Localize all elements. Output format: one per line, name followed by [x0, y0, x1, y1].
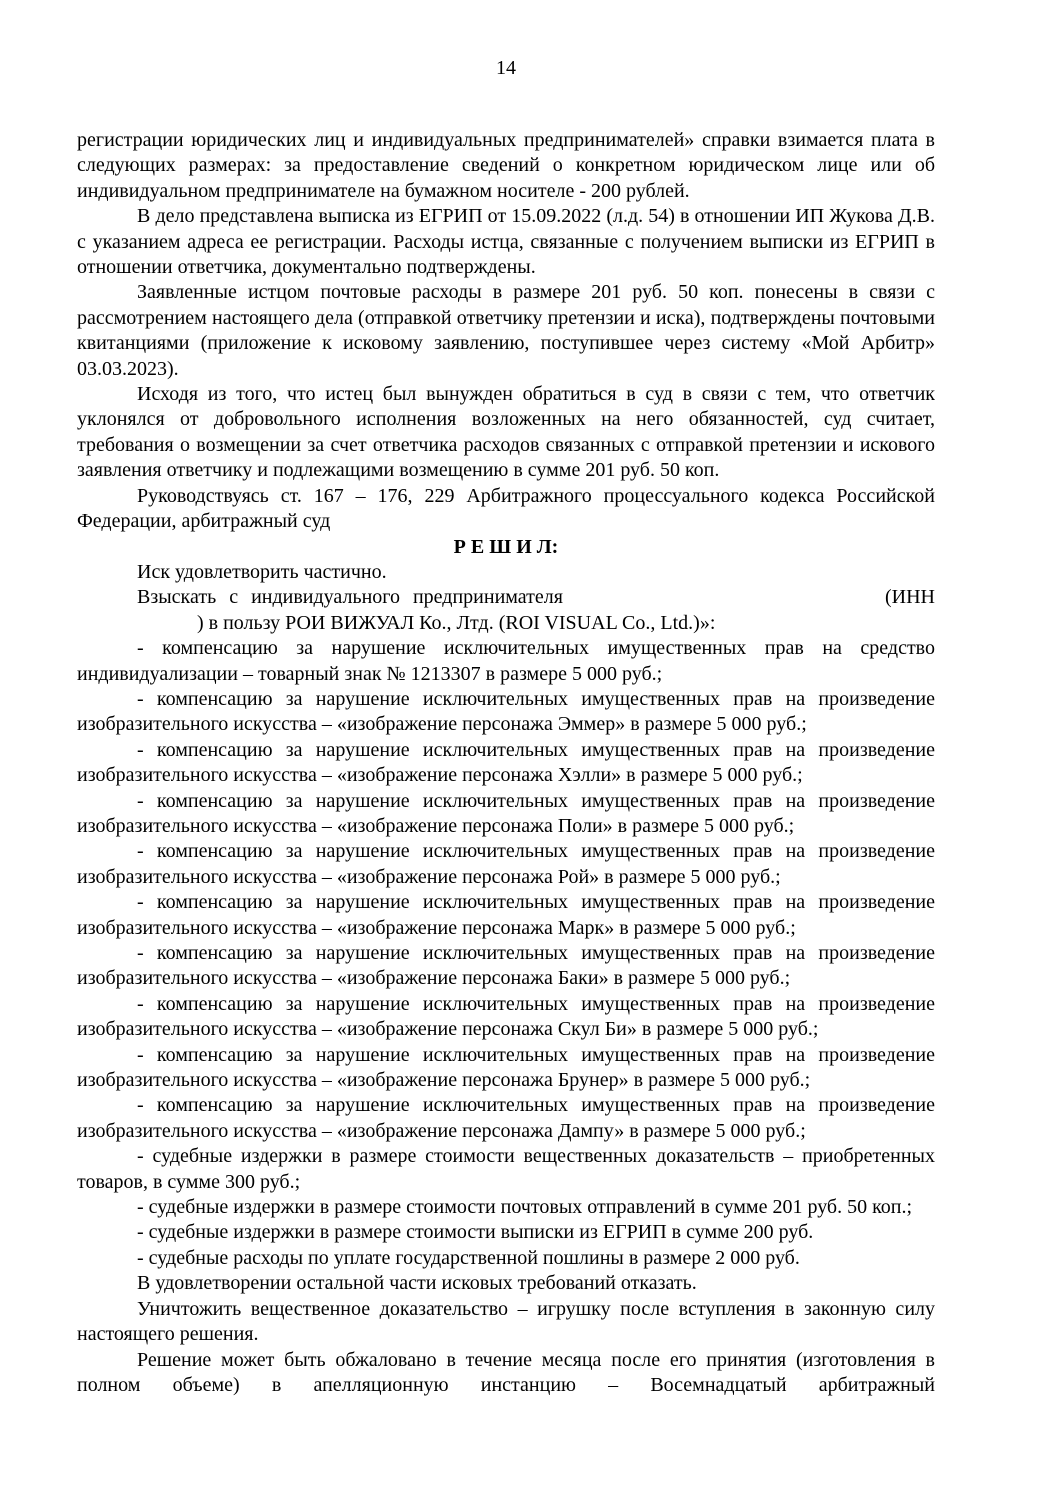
ruling-intro-line2: ) в пользу РОИ ВИЖУАЛ Ко., Лтд. (ROI VISUAL Co., Ltd.)»: — [197, 611, 716, 634]
ruling-intro-line1-right: (ИНН — [885, 586, 935, 609]
paragraph: - компенсацию за нарушение исключительных имущественных прав на произведение изобразительного искусства – «изображение персонажа Баки» в размере 5 000 руб.; — [77, 942, 935, 990]
paragraph: - судебные издержки в размере стоимости почтовых отправлений в сумме 201 руб. 50 коп.; — [137, 1196, 913, 1219]
resolution-heading: Р Е Ш И Л: — [453, 535, 559, 558]
paragraph: Руководствуясь ст. 167 – 176, 229 Арбитражного процессуального кодекса Российской Федерации, арбитражный суд — [77, 484, 935, 533]
paragraph: - компенсацию за нарушение исключительных имущественных прав на произведение изобразительного искусства – «изображение персонажа Рой» в размере 5 000 руб.; — [77, 840, 935, 888]
ruling-intro-line1-left: Взыскать с индивидуального предпринимателя — [137, 586, 563, 609]
paragraph: Исходя из того, что истец был вынужден обратиться в суд в связи с тем, что ответчик уклонялся от добровольного исполнения возложенных на него обязанностей, суд считает, требования о возмещении за счет ответчика расходов связанных с отправкой претензии и искового заявления ответчику и подлежащими возмещению в сумме 201 руб. 50 коп. — [77, 383, 935, 482]
document-body — [77, 128, 935, 1398]
paragraph: - компенсацию за нарушение исключительных имущественных прав на произведение изобразительного искусства – «изображение персонажа Дампу» в размере 5 000 руб.; — [77, 1094, 935, 1142]
page-number: 14 — [496, 57, 516, 79]
paragraph: регистрации юридических лиц и индивидуальных предпринимателей» справки взимается плата в следующих размерах: за предоставление сведений о конкретном юридическом лице или об индивидуальном предпринимателе на бумажном носителе - 200 рублей. — [77, 129, 935, 202]
paragraph: Решение может быть обжаловано в течение месяца после его принятия (изготовления в полном объеме) в апелляционную инстанцию – Восемнадцатый арбитражный — [77, 1348, 935, 1396]
paragraph: - судебные издержки в размере стоимости вещественных доказательств – приобретенных товаров, в сумме 300 руб.; — [77, 1145, 935, 1193]
paragraph: - компенсацию за нарушение исключительных имущественных прав на произведение изобразительного искусства – «изображение персонажа Марк» в размере 5 000 руб.; — [77, 891, 935, 939]
paragraph: - компенсацию за нарушение исключительных имущественных прав на произведение изобразительного искусства – «изображение персонажа Хэлли» в размере 5 000 руб.; — [77, 738, 935, 787]
ruling-intro-line1 — [77, 585, 935, 610]
paragraph: - компенсацию за нарушение исключительных имущественных прав на произведение изобразительного искусства – «изображение персонажа Эммер» в размере 5 000 руб.; — [77, 687, 935, 736]
paragraph: В дело представлена выписка из ЕГРИП от 15.09.2022 (л.д. 54) в отношении ИП Жукова Д.В. с указанием адреса ее регистрации. Расходы истца, связанные с получением выписки из ЕГРИП в отношении ответчика, документально подтверждены. — [77, 205, 935, 279]
paragraph: - судебные издержки в размере стоимости выписки из ЕГРИП в сумме 200 руб. — [137, 1221, 814, 1244]
paragraph: - компенсацию за нарушение исключительных имущественных прав на средство индивидуализации – товарный знак № 1213307 в размере 5 000 руб.; — [77, 637, 935, 685]
paragraph: - судебные расходы по уплате государственной пошлины в размере 2 000 руб. — [137, 1246, 800, 1269]
paragraph: - компенсацию за нарушение исключительных имущественных прав на произведение изобразительного искусства – «изображение персонажа Скул Би» в размере 5 000 руб.; — [77, 992, 935, 1041]
paragraph: Уничтожить вещественное доказательство – игрушку после вступления в законную силу настоящего решения. — [77, 1297, 935, 1346]
paragraph: В удовлетворении остальной части исковых требований отказать. — [137, 1272, 697, 1295]
paragraph: - компенсацию за нарушение исключительных имущественных прав на произведение изобразительного искусства – «изображение персонажа Брунер» в размере 5 000 руб.; — [77, 1043, 935, 1092]
ruling-intro-paragraph — [77, 585, 935, 636]
paragraph: Иск удовлетворить частично. — [137, 560, 387, 583]
paragraph: - компенсацию за нарушение исключительных имущественных прав на произведение изобразительного искусства – «изображение персонажа Поли» в размере 5 000 руб.; — [77, 789, 935, 837]
paragraph: Заявленные истцом почтовые расходы в размере 201 руб. 50 коп. понесены в связи с рассмотрением настоящего дела (отправкой ответчику претензии и иска), подтверждены почтовыми квитанциями (приложение к исковому заявлению, поступившее через систему «Мой Арбитр» 03.03.2023). — [77, 281, 935, 380]
